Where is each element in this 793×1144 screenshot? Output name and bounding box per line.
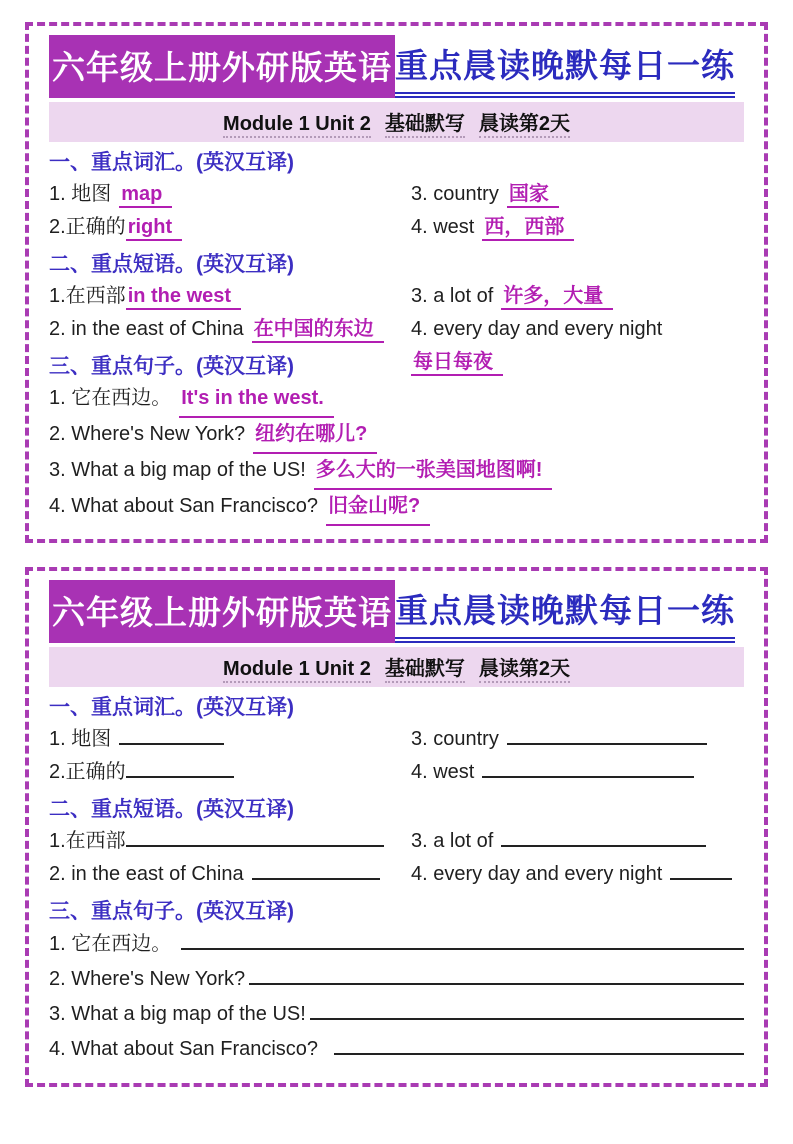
phrase-item [49, 825, 411, 858]
blank-line [119, 731, 224, 745]
item-prompt: 4. What about San Francisco? [49, 1038, 319, 1060]
vocab-item [411, 756, 744, 789]
item-answer: 纽约在哪儿? [253, 418, 377, 454]
subtitle-bar [49, 102, 744, 142]
subtitle-bar [49, 647, 744, 687]
subtitle-module: Module 1 Unit 2 [223, 658, 371, 683]
vocab-item [49, 756, 411, 789]
item-answer: 在中国的东边 [252, 318, 384, 343]
blank-line [334, 1041, 744, 1055]
subtitle-module: Module 1 Unit 2 [223, 113, 371, 138]
title-banner [49, 35, 744, 98]
section-heading-phrases: 二、重点短语。(英汉互译) [49, 253, 294, 276]
blank-line [126, 833, 384, 847]
blank-line [670, 866, 732, 880]
item-answer: 国家 [507, 183, 559, 208]
section-heading-vocab: 一、重点词汇。(英汉互译) [49, 151, 294, 174]
item-prompt: 2. Where's New York? [49, 423, 246, 445]
item-prompt: 4. west [411, 761, 475, 783]
vocab-item [49, 178, 411, 211]
sentence-item [49, 997, 744, 1032]
item-prompt: 3. country [411, 183, 499, 205]
item-answer: It's in the west. [179, 382, 334, 418]
item-prompt: 2. Where's New York? [49, 968, 246, 990]
subtitle-day: 晨读第2天 [479, 658, 570, 683]
item-answer: 多么大的一张美国地图啊! [314, 454, 553, 490]
section-heading-phrases: 二、重点短语。(英汉互译) [49, 798, 294, 821]
vocab-item [49, 211, 411, 244]
vocab-item [411, 178, 744, 211]
item-prompt: 1. 地图 [49, 183, 112, 205]
sentence-item [49, 418, 744, 454]
item-prompt: 2.正确的 [49, 216, 126, 238]
title-highlight: 六年级上册外研版英语 [49, 580, 395, 643]
sentence-item [49, 382, 744, 418]
subtitle-type: 基础默写 [385, 658, 465, 683]
item-prompt: 4. every day and every night [411, 863, 663, 885]
blank-line [310, 1006, 744, 1020]
item-answer: 旧金山呢? [326, 490, 430, 526]
item-prompt: 2.正确的 [49, 761, 126, 783]
title-rest: 重点晨读晚默每日一练 [395, 40, 735, 98]
sentence-item [49, 454, 744, 490]
blank-line [126, 764, 234, 778]
item-prompt: 1. 地图 [49, 728, 112, 750]
vocab-grid [49, 178, 744, 244]
item-prompt: 3. a lot of [411, 830, 494, 852]
subtitle-day: 晨读第2天 [479, 113, 570, 138]
worksheet-panel-blank [25, 567, 768, 1087]
sentence-item [49, 962, 744, 997]
blank-line [181, 936, 744, 950]
item-prompt: 1.在西部 [49, 285, 126, 307]
item-prompt: 2. in the east of China [49, 318, 244, 340]
section-heading-sentences: 三、重点句子。(英汉互译) [49, 355, 294, 378]
phrase-item [49, 280, 411, 313]
phrases-grid [49, 825, 744, 891]
item-prompt: 4. west [411, 216, 475, 238]
sentence-item [49, 1032, 744, 1067]
item-prompt: 4. every day and every night [411, 318, 663, 340]
phrase-item [49, 313, 411, 346]
item-prompt: 3. What a big map of the US! [49, 459, 306, 481]
vocab-grid [49, 723, 744, 789]
item-prompt: 1. 它在西边。 [49, 387, 172, 409]
item-prompt: 3. country [411, 728, 499, 750]
blank-line [252, 866, 380, 880]
phrase-item [411, 313, 744, 379]
section-heading-sentences: 三、重点句子。(英汉互译) [49, 900, 294, 923]
title-highlight: 六年级上册外研版英语 [49, 35, 395, 98]
item-answer: 西，西部 [482, 216, 574, 241]
blank-line [501, 833, 706, 847]
title-rest: 重点晨读晚默每日一练 [395, 585, 735, 643]
item-prompt: 2. in the east of China [49, 863, 244, 885]
phrase-item [49, 858, 411, 891]
sentence-item [49, 490, 744, 526]
section-heading-vocab: 一、重点词汇。(英汉互译) [49, 696, 294, 719]
item-answer: right [126, 216, 182, 241]
item-answer: in the west [126, 285, 241, 310]
title-banner [49, 580, 744, 643]
phrase-item [411, 858, 744, 891]
vocab-item [411, 723, 744, 756]
item-prompt: 3. What a big map of the US! [49, 1003, 306, 1025]
sentence-item [49, 927, 744, 962]
item-prompt: 1.在西部 [49, 830, 126, 852]
item-answer: 每日每夜 [411, 351, 503, 376]
item-prompt: 1. 它在西边。 [49, 933, 172, 955]
vocab-item [411, 211, 744, 244]
item-prompt: 4. What about San Francisco? [49, 495, 319, 517]
item-answer: 许多，大量 [501, 285, 613, 310]
blank-line [249, 971, 744, 985]
item-answer: map [119, 183, 172, 208]
phrase-item [411, 280, 744, 313]
item-prompt: 3. a lot of [411, 285, 494, 307]
vocab-item [49, 723, 411, 756]
phrase-item [411, 825, 744, 858]
subtitle-type: 基础默写 [385, 113, 465, 138]
worksheet-panel-answered [25, 22, 768, 543]
blank-line [482, 764, 694, 778]
blank-line [507, 731, 707, 745]
